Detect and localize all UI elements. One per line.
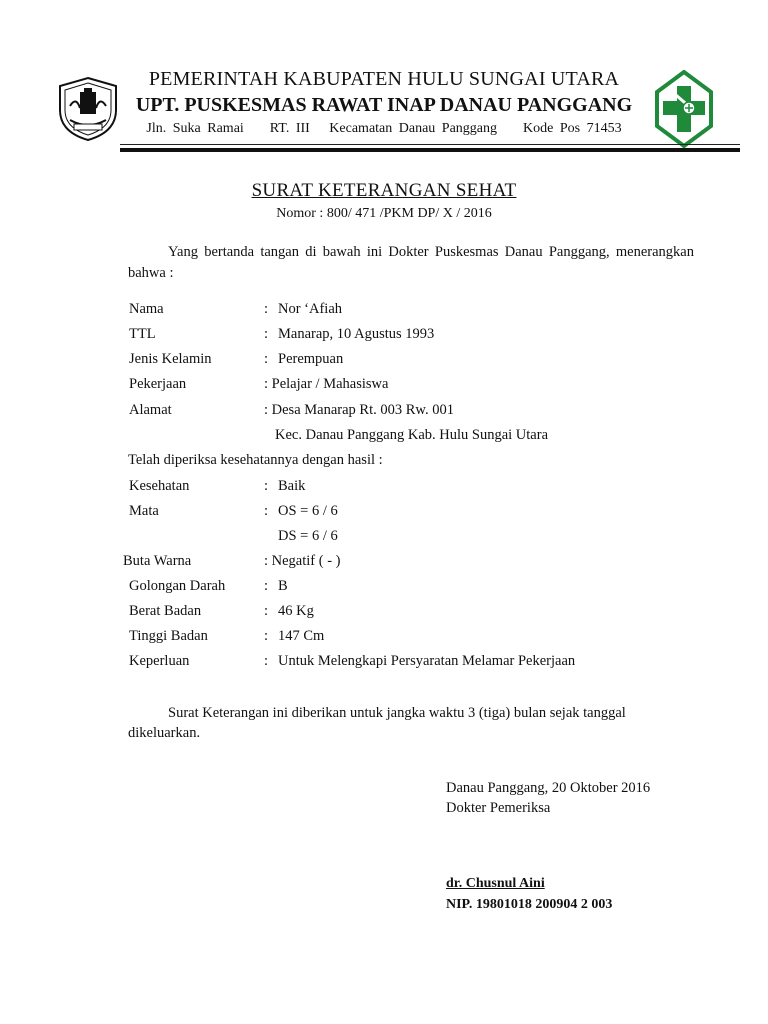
document-number: Nomor : 800/ 471 /PKM DP/ X / 2016 xyxy=(276,206,492,221)
exam-label-mata: Mata xyxy=(129,503,159,519)
exam-value-golongan-darah: B xyxy=(278,578,288,594)
exam-value-kesehatan: Baik xyxy=(278,478,306,494)
exam-colon-mata: : xyxy=(264,503,269,519)
field-label-ttl: TTL xyxy=(129,326,156,342)
exam-value-mata-ds: DS = 6 / 6 xyxy=(278,528,338,544)
field-colon-jenis-kelamin: : xyxy=(264,351,269,367)
exam-colon-keperluan: : xyxy=(264,653,269,669)
field-value-pekerjaan: : Pelajar / Mahasiswa xyxy=(264,376,389,392)
letterhead-rule-thin xyxy=(120,144,740,145)
field-label-nama: Nama xyxy=(129,301,164,317)
letterhead-address: Jln. Suka Ramai RT. III Kecamatan Danau Panggang Kode Pos 71453 xyxy=(146,121,622,136)
signature-role: Dokter Pemeriksa xyxy=(446,800,551,816)
signature-name: dr. Chusnul Aini xyxy=(446,876,545,891)
exam-label-berat-badan: Berat Badan xyxy=(129,603,202,619)
closing-paragraph: Surat Keterangan ini diberikan untuk jangka waktu 3 (tiga) bulan sejak tanggal dikeluarkan. xyxy=(128,705,626,741)
signature-nip: NIP. 19801018 200904 2 003 xyxy=(446,897,613,912)
exam-value-berat-badan: 46 Kg xyxy=(278,603,314,619)
field-colon-nama: : xyxy=(264,301,269,317)
exam-intro: Telah diperiksa kesehatannya dengan hasil : xyxy=(128,452,383,468)
exam-value-buta-warna: : Negatif ( - ) xyxy=(264,553,341,569)
signature-place-date: Danau Panggang, 20 Oktober 2016 xyxy=(446,780,651,796)
intro-paragraph: Yang bertanda tangan di bawah ini Dokter Puskesmas Danau Panggang, menerangkan bahwa : xyxy=(128,244,694,281)
exam-label-kesehatan: Kesehatan xyxy=(129,478,190,494)
exam-label-buta-warna: Buta Warna xyxy=(123,553,192,569)
exam-colon-kesehatan: : xyxy=(264,478,269,494)
exam-label-tinggi-badan: Tinggi Badan xyxy=(129,628,208,644)
exam-value-tinggi-badan: 147 Cm xyxy=(278,628,325,644)
exam-label-keperluan: Keperluan xyxy=(129,653,190,669)
letterhead-rule-thick xyxy=(120,148,740,152)
field-label-pekerjaan: Pekerjaan xyxy=(129,376,187,392)
exam-value-keperluan: Untuk Melengkapi Persyaratan Melamar Pekerjaan xyxy=(278,653,576,669)
exam-colon-golongan-darah: : xyxy=(264,578,269,594)
document-title: SURAT KETERANGAN SEHAT xyxy=(251,180,517,201)
exam-colon-berat-badan: : xyxy=(264,603,269,619)
field-value-alamat: : Desa Manarap Rt. 003 Rw. 001 xyxy=(264,402,454,418)
letterhead-line2: UPT. PUSKESMAS RAWAT INAP DANAU PANGGANG xyxy=(135,94,633,116)
exam-label-golongan-darah: Golongan Darah xyxy=(129,578,226,594)
field-value-jenis-kelamin: Perempuan xyxy=(278,351,344,367)
exam-value-mata-os: OS = 6 / 6 xyxy=(278,503,338,519)
field-value-nama: Nor ‘Afiah xyxy=(278,301,343,317)
field-label-jenis-kelamin: Jenis Kelamin xyxy=(129,351,212,367)
field-colon-ttl: : xyxy=(264,326,269,342)
field-value-ttl: Manarap, 10 Agustus 1993 xyxy=(278,326,435,342)
field-label-alamat: Alamat xyxy=(129,402,172,418)
letterhead-line1: PEMERINTAH KABUPATEN HULU SUNGAI UTARA xyxy=(148,68,620,90)
exam-colon-tinggi-badan: : xyxy=(264,628,269,644)
field-value-alamat-line2: Kec. Danau Panggang Kab. Hulu Sungai Utara xyxy=(275,427,549,443)
